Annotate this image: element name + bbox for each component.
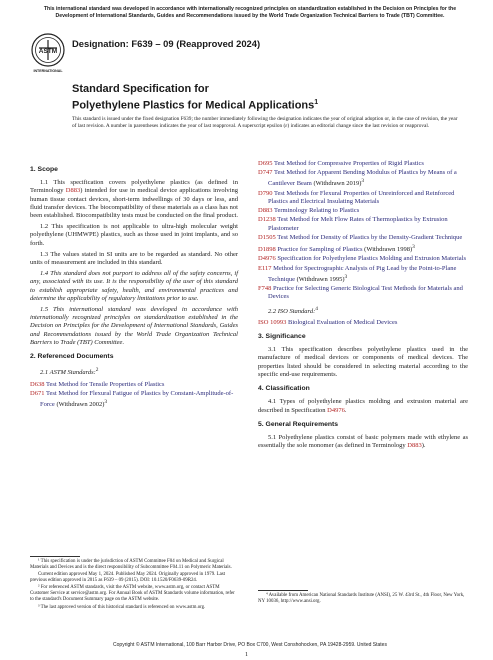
link-d4976[interactable]: D4976 xyxy=(327,406,345,414)
para-1-5: 1.5 This international standard was developed in accordance with internationally recognized principles on standardization established in the Decision on Principles for the Development of International Standards, Guides and Recommendations issued by the World Trade Organization Technical Barriers to Trade (TBT) Committee. xyxy=(30,306,238,346)
reference-item[interactable]: D883 Terminology Relating to Plastics xyxy=(258,207,360,215)
section-3-heading: 3. Significance xyxy=(258,333,306,341)
footnote: ² For referenced ASTM standards, visit the ASTM website, www.astm.org, or contact ASTM Customer Service at service@astm.org. For Annual Book of ASTM Standards volume information, refer to the standard's Document Summary page on the ASTM website. xyxy=(30,585,235,603)
para-2-1: 2.1 ASTM Standards:$^2$ xyxy=(40,367,99,377)
tbt-notice: This international standard was developed in accordance with internationally recognized principles on standardization established in the Decision on Principles for the Development of International Standards, Guides and Recommendations issued by the World Trade Organization Technical Barriers to Trade (TBT) Committee. xyxy=(43,6,457,19)
footnote: ³ The last approved version of this historical standard is referenced on www.astm.org. xyxy=(38,604,206,610)
para-2-2: 2.2 ISO Standard:$^4$ xyxy=(268,305,318,315)
reference-item[interactable]: E117 Method for Spectrographic Analysis of Pig Lead by the Point-to-Plane Technique (Withdrawn 1995)$^3$ xyxy=(258,264,457,283)
footnote-rule-right xyxy=(258,590,308,591)
reference-item[interactable]: D747 Test Method for Apparent Bending Modulus of Plastics by Means of a Cantilever Beam (Withdrawn 2019)$^3$ xyxy=(258,169,457,188)
para-1-2: 1.2 This specification is not applicable to ultra-high molecular weight polyethylene (UHMWPE) plastics, such as those used in joint implants, and so forth. xyxy=(30,223,238,247)
para-1-1: 1.1 This specification covers polyethylene plastics (as defined in Terminology D883) intended for use in medical device applications involving human tissue contact devices, short-term indwellings of 30 days or less, and fluid transfer devices. The biocompatibility of these materials as a class has not been established. Biocompatibility tests must be conducted on the final product. xyxy=(30,179,238,220)
reference-item[interactable]: D4976 Specification for Polyethylene Plastics Molding and Extrusion Materials xyxy=(258,255,466,263)
para-4-1: 4.1 Types of polyethylene plastics molding and extrusion material are described in Specification D4976. xyxy=(258,398,468,414)
title-line-2: Polyethylene Plastics for Medical Applications$^1$ xyxy=(72,99,319,112)
astm-logo-icon xyxy=(30,32,66,76)
reference-item[interactable]: D1238 Test Method for Melt Flow Rates of Thermoplastics by Extrusion Plastometer xyxy=(258,216,448,232)
section-2-heading: 2. Referenced Documents xyxy=(30,353,114,361)
page-title xyxy=(72,83,318,113)
title-line-1: Standard Specification for xyxy=(72,83,209,95)
para-5-1: 5.1 Polyethylene plastics consist of basic polymers made with ethylene as essentially the sole monomer (as defined in Terminology D883). xyxy=(258,433,468,450)
footnotes-right xyxy=(258,593,468,606)
para-3-1: 3.1 This specification describes polyethylene plastics used in the manufacture of medical devices or components of medical devices. The properties listed should be considered in selecting material according to the specific end-use requirements. xyxy=(258,346,468,378)
section-4-heading: 4. Classification xyxy=(258,385,310,393)
logo-text: ASTM xyxy=(38,48,58,55)
footnote: ¹ This specification is under the jurisdiction of ASTM Committee F04 on Medical and Surgical Materials and Devices and is the direct responsibility of Subcommittee F04.11 on Polymeric Materials. xyxy=(30,559,232,570)
reference-item[interactable]: D1898 Practice for Sampling of Plastics (Withdrawn 1998)$^3$ xyxy=(258,243,415,254)
footnote: ⁴ Available from American National Standards Institute (ANSI), 25 W. 43rd St., 4th Floor, New York, NY 10036, http://www.ansi.org. xyxy=(258,593,465,604)
para-1-3: 1.3 The values stated in SI units are to be regarded as standard. No other units of measurement are included in this standard. xyxy=(30,250,238,267)
para-1-4: 1.4 This standard does not purport to address all of the safety concerns, if any, associated with its use. It is the responsibility of the user of this standard to establish appropriate safety, health, and environmental practices and determine the applicability of regulatory limitations prior to use. xyxy=(30,270,238,302)
copyright-line: Copyright © ASTM International, 100 Barr Harbor Drive, PO Box C700, West Conshohocken, PA 19428-2959. United States xyxy=(113,642,387,648)
link-d883[interactable]: D883 xyxy=(407,442,422,450)
section-1-heading: 1. Scope xyxy=(30,166,58,173)
title-footnote-marker[interactable]: 1 xyxy=(314,99,319,106)
footnotes-left xyxy=(30,559,238,612)
reference-item-iso[interactable]: ISO 10993 Biological Evaluation of Medical Devices xyxy=(258,318,398,326)
reference-item[interactable]: D790 Test Methods for Flexural Properties of Unreinforced and Reinforced Plastics and Electrical Insulating Materials xyxy=(258,189,455,205)
reference-item[interactable]: D1505 Test Method for Density of Plastics by the Density-Gradient Technique xyxy=(258,233,463,241)
logo-subtext: INTERNATIONAL xyxy=(33,69,63,73)
right-column xyxy=(258,160,468,453)
reference-item[interactable]: D671 Test Method for Flexural Fatigue of Plastics by Constant-Amplitude-of-Force (Withdrawn 2002)$^3$ xyxy=(30,389,234,409)
footnote: Current edition approved May 1, 2024. Published May 2024. Originally approved in 1979. Last previous edition approved in 2015 as F639 – 09 (2015). DOI: 10.1520/F0639-09R24. xyxy=(30,572,226,584)
section-5-heading: 5. General Requirements xyxy=(258,420,339,428)
link-d883[interactable]: D883 xyxy=(65,187,81,195)
reference-item[interactable]: F748 Practice for Selecting Generic Biological Test Methods for Materials and Devices xyxy=(258,285,463,301)
designation: Designation: F639 – 09 (Reapproved 2024) xyxy=(72,38,261,49)
standard-issue-note: This standard is issued under the fixed designation F639; the number immediately following the designation indicates the year of original adoption or, in the case of revision, the year of last revision. A number in parentheses indicates the year of last reapproval. A superscript epsilon (ε) indicates an editorial change since the last revision or reapproval. xyxy=(72,116,458,129)
footnote-rule-left xyxy=(30,556,80,557)
reference-item[interactable]: D695 Test Method for Compressive Properties of Rigid Plastics xyxy=(258,160,424,167)
reference-item[interactable]: D638 Test Method for Tensile Properties of Plastics xyxy=(30,380,165,388)
page-number: 1 xyxy=(244,651,249,658)
left-column xyxy=(30,160,238,410)
